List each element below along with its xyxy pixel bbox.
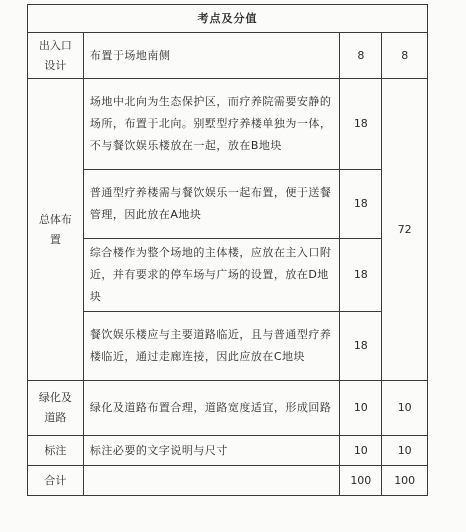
description-cell: 标注必要的文字说明与尺寸 <box>83 436 339 466</box>
category-cell: 总体布置 <box>28 79 84 381</box>
table-row <box>28 436 428 466</box>
table-row <box>28 381 428 436</box>
points-cell: 100 <box>340 466 382 496</box>
subtotal-cell: 100 <box>382 466 428 496</box>
description-cell <box>83 466 339 496</box>
table-row <box>28 170 428 239</box>
category-cell: 标注 <box>28 436 84 466</box>
description-cell: 综合楼作为整个场地的主体楼，应放在主入口附近，并有要求的停车场与广场的设置，放在D地块 <box>83 239 339 312</box>
points-cell: 18 <box>340 312 382 381</box>
table-header-row <box>28 5 428 33</box>
points-cell: 10 <box>340 381 382 436</box>
subtotal-cell: 72 <box>382 79 428 381</box>
points-cell: 18 <box>340 239 382 312</box>
description-cell: 布置于场地南侧 <box>83 33 339 79</box>
points-cell: 8 <box>340 33 382 79</box>
table-title: 考点及分值 <box>28 5 428 33</box>
category-cell: 绿化及 道路 <box>28 381 84 436</box>
description-cell: 绿化及道路布置合理，道路宽度适宜，形成回路 <box>83 381 339 436</box>
points-cell: 18 <box>340 170 382 239</box>
subtotal-cell: 10 <box>382 381 428 436</box>
description-cell: 场地中北向为生态保护区，而疗养院需要安静的场所，布置于北向。别墅型疗养楼单独为一体，不与餐饮娱乐楼放在一起，放在B地块 <box>83 79 339 170</box>
table-row <box>28 79 428 170</box>
description-cell: 普通型疗养楼需与餐饮娱乐一起布置，便于送餐管理，因此放在A地块 <box>83 170 339 239</box>
table-row <box>28 466 428 496</box>
table-row <box>28 312 428 381</box>
score-table <box>27 4 428 496</box>
description-cell: 餐饮娱乐楼应与主要道路临近，且与普通型疗养楼临近，通过走廊连接，因此应放在C地块 <box>83 312 339 381</box>
points-cell: 18 <box>340 79 382 170</box>
table-row <box>28 33 428 79</box>
category-cell: 出入口 设计 <box>28 33 84 79</box>
points-cell: 10 <box>340 436 382 466</box>
subtotal-cell: 8 <box>382 33 428 79</box>
subtotal-cell: 10 <box>382 436 428 466</box>
category-cell: 合计 <box>28 466 84 496</box>
table-row <box>28 239 428 312</box>
